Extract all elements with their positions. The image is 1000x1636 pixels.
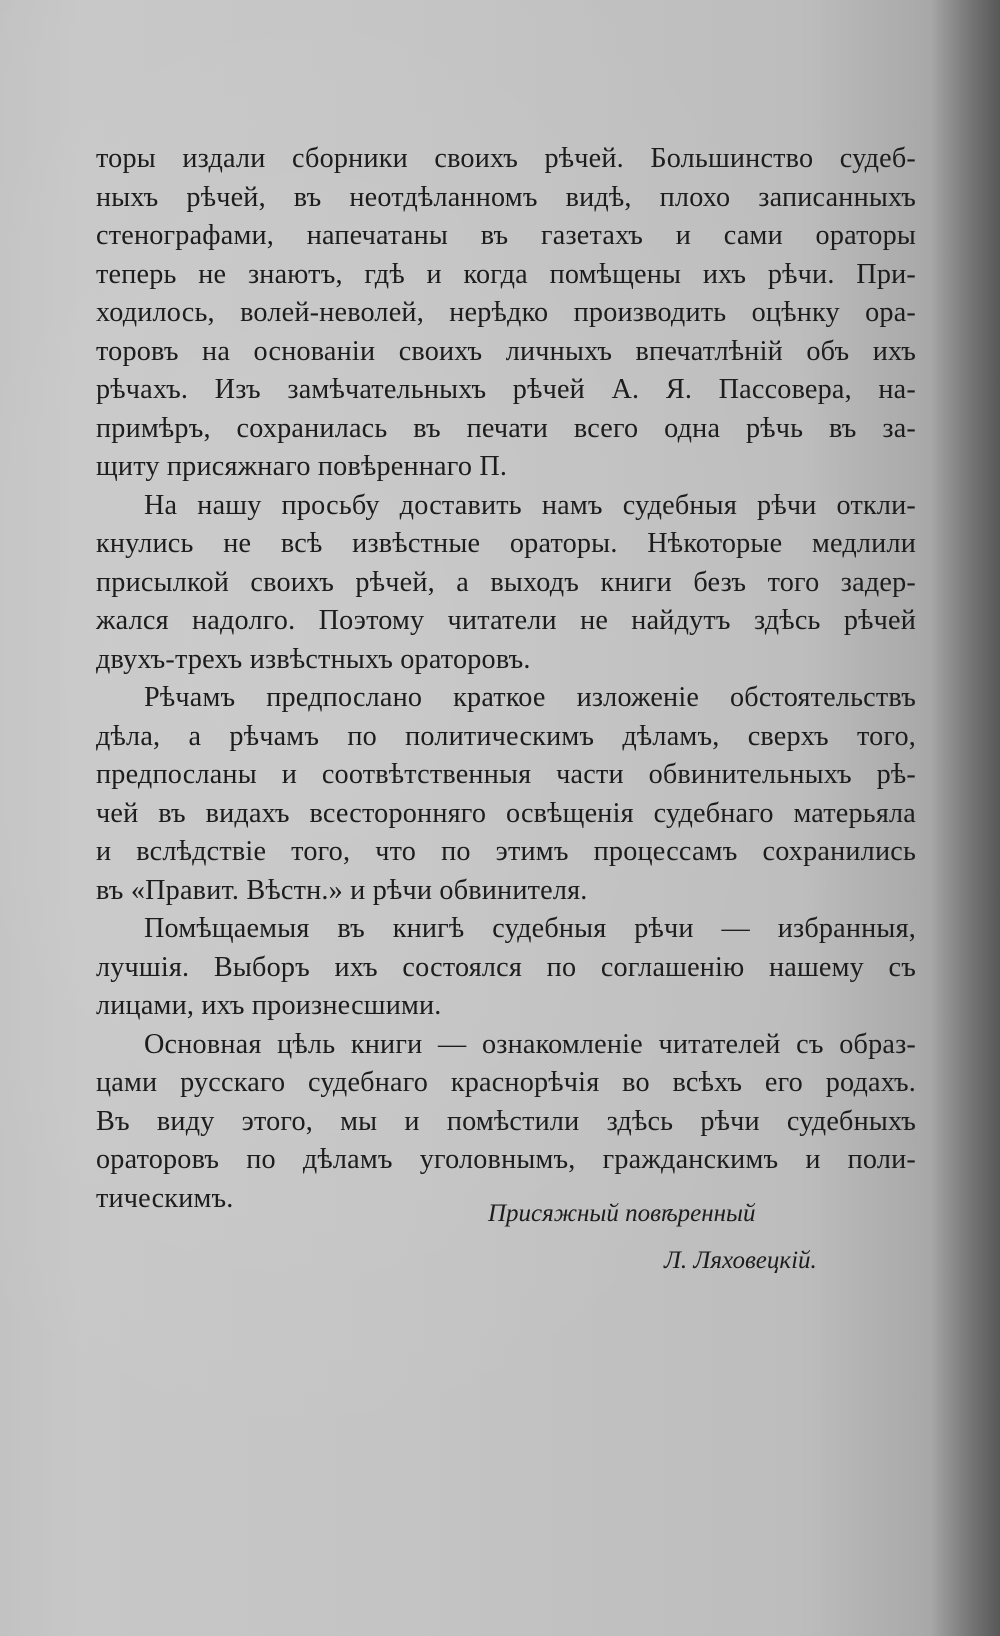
text-line: щиту присяжнаго повѣреннаго П.	[96, 451, 508, 482]
text-line: чей въ видахъ всесторонняго освѣщенія судебнаго матерьяла	[96, 797, 916, 829]
text-line: ораторовъ по дѣламъ уголовнымъ, гражданскимъ и поли-	[96, 1144, 916, 1175]
paragraph-4	[96, 910, 916, 1026]
text-line: стенографами, напечатаны въ газетахъ и сами ораторы	[96, 220, 916, 251]
signature-title: Присяжный повѣренный	[488, 1200, 756, 1227]
text-line: лучшія. Выборъ ихъ состоялся по соглашенію нашему съ	[96, 951, 916, 983]
text-line: ходилось, волей-неволей, нерѣдко производить оцѣнку ора-	[96, 297, 916, 328]
text-line: Основная цѣль книги — ознакомленіе читателей съ образ-	[144, 1028, 916, 1060]
text-line: и вслѣдствіе того, что по этимъ процессамъ сохранились	[96, 836, 916, 867]
text-line: жался надолго. Поэтому читатели не найдутъ здѣсь рѣчей	[96, 605, 916, 636]
paragraph-2	[96, 487, 916, 680]
text-line: Помѣщаемыя въ книгѣ судебныя рѣчи — избранныя,	[144, 913, 916, 944]
body-text	[96, 140, 916, 1218]
paragraph-3	[96, 679, 916, 910]
text-line: тическимъ.	[96, 1182, 234, 1214]
text-line: ныхъ рѣчей, въ неотдѣланномъ видѣ, плохо записанныхъ	[96, 181, 916, 213]
text-line: На нашу просьбу доставить намъ судебныя рѣчи откли-	[144, 489, 916, 521]
paragraph-1	[96, 140, 916, 487]
text-line: примѣръ, сохранилась въ печати всего одна рѣчь въ за-	[96, 412, 916, 444]
text-line: лицами, ихъ произнесшими.	[96, 990, 442, 1021]
page-edge-shadow	[930, 0, 1000, 1636]
text-line: торовъ на основаніи своихъ личныхъ впечатлѣній объ ихъ	[96, 335, 916, 367]
text-line: кнулись не всѣ извѣстные ораторы. Нѣкоторые медлили	[96, 528, 916, 559]
text-line: въ «Правит. Вѣстн.» и рѣчи обвинителя.	[96, 874, 588, 906]
text-line: дѣла, а рѣчамъ по политическимъ дѣламъ, сверхъ того,	[96, 720, 916, 752]
text-line: цами русскаго судебнаго краснорѣчія во всѣхъ его родахъ.	[96, 1067, 916, 1098]
text-line: предпосланы и соотвѣтственныя части обвинительныхъ рѣ-	[96, 759, 916, 790]
paragraph-5	[96, 1026, 916, 1219]
signature-name: Л. Ляховецкій.	[664, 1247, 817, 1274]
text-line: Въ виду этого, мы и помѣстили здѣсь рѣчи судебныхъ	[96, 1105, 916, 1137]
text-line: двухъ-трехъ извѣстныхъ ораторовъ.	[96, 643, 531, 675]
text-line: торы издали сборники своихъ рѣчей. Большинство судеб-	[96, 143, 916, 174]
text-line: теперь не знаютъ, гдѣ и когда помѣщены ихъ рѣчи. При-	[96, 258, 916, 290]
text-line: Рѣчамъ предпослано краткое изложеніе обстоятельствъ	[144, 682, 916, 713]
text-line: рѣчахъ. Изъ замѣчательныхъ рѣчей А. Я. Пассовера, на-	[96, 374, 916, 405]
text-line: присылкой своихъ рѣчей, а выходъ книги безъ того задер-	[96, 566, 916, 598]
